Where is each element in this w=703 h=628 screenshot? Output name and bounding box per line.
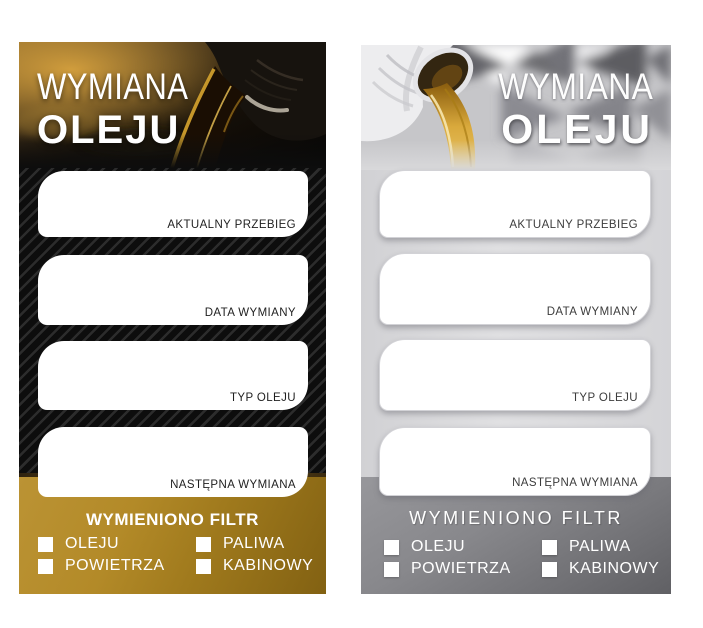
title-line2: OLEJU — [501, 106, 653, 152]
checkbox-oleju-label: OLEJU — [65, 535, 120, 552]
checkbox-powietrza[interactable] — [38, 559, 53, 574]
checkbox-paliwa[interactable] — [542, 540, 557, 555]
oil-change-sticker-light — [361, 45, 671, 594]
filter-option-powietrza — [384, 561, 542, 577]
checkbox-powietrza-label: POWIETRZA — [65, 557, 165, 574]
filter-option-powietrza — [38, 558, 196, 574]
next-change-field[interactable] — [379, 427, 651, 496]
filter-option-oleju — [384, 539, 542, 555]
filter-checkbox-grid — [38, 536, 313, 574]
oil-type-field[interactable] — [379, 339, 651, 411]
sticker-title — [37, 68, 217, 150]
oil-type-field-label: TYP OLEJU — [571, 392, 638, 404]
filter-option-oleju — [38, 536, 196, 552]
filter-option-kabinowy — [196, 558, 313, 574]
filter-option-paliwa — [196, 536, 313, 552]
checkbox-kabinowy[interactable] — [542, 562, 557, 577]
title-line1: WYMIANA — [497, 66, 653, 107]
next-change-field-label: NASTĘPNA WYMIANA — [170, 479, 296, 491]
checkbox-kabinowy-label: KABINOWY — [223, 557, 314, 574]
next-change-field[interactable] — [38, 427, 308, 497]
title-line1: WYMIANA — [37, 66, 189, 107]
filter-checkbox-grid — [384, 539, 659, 577]
change-date-field-label: DATA WYMIANY — [546, 306, 638, 318]
filter-section-heading: WYMIENIONO FILTR — [409, 508, 623, 528]
checkbox-oleju[interactable] — [38, 537, 53, 552]
oil-pour-photo-dark — [19, 42, 326, 168]
oil-type-field-label: TYP OLEJU — [229, 392, 296, 404]
checkbox-oleju[interactable] — [384, 540, 399, 555]
checkbox-oleju-label: OLEJU — [411, 538, 466, 555]
mileage-field[interactable] — [38, 171, 308, 237]
oil-change-sticker-dark — [19, 42, 326, 594]
change-date-field-label: DATA WYMIANY — [204, 307, 296, 319]
oil-type-field[interactable] — [38, 341, 308, 410]
checkbox-kabinowy-label: KABINOWY — [569, 560, 660, 577]
checkbox-paliwa-label: PALIWA — [223, 535, 285, 552]
mileage-field[interactable] — [379, 170, 651, 238]
filter-option-kabinowy — [542, 561, 659, 577]
checkbox-paliwa-label: PALIWA — [569, 538, 631, 555]
title-line2: OLEJU — [37, 108, 181, 152]
oil-pour-photo-light — [361, 45, 671, 170]
change-date-field[interactable] — [379, 253, 651, 325]
filter-option-paliwa — [542, 539, 659, 555]
sticker-title — [473, 68, 653, 150]
next-change-field-label: NASTĘPNA WYMIANA — [512, 477, 638, 489]
filter-section-heading: WYMIENIONO FILTR — [86, 510, 259, 529]
checkbox-powietrza-label: POWIETRZA — [411, 560, 511, 577]
checkbox-kabinowy[interactable] — [196, 559, 211, 574]
checkbox-powietrza[interactable] — [384, 562, 399, 577]
checkbox-paliwa[interactable] — [196, 537, 211, 552]
change-date-field[interactable] — [38, 255, 308, 325]
mileage-field-label: AKTUALNY PRZEBIEG — [509, 219, 638, 231]
mileage-field-label: AKTUALNY PRZEBIEG — [167, 219, 296, 231]
